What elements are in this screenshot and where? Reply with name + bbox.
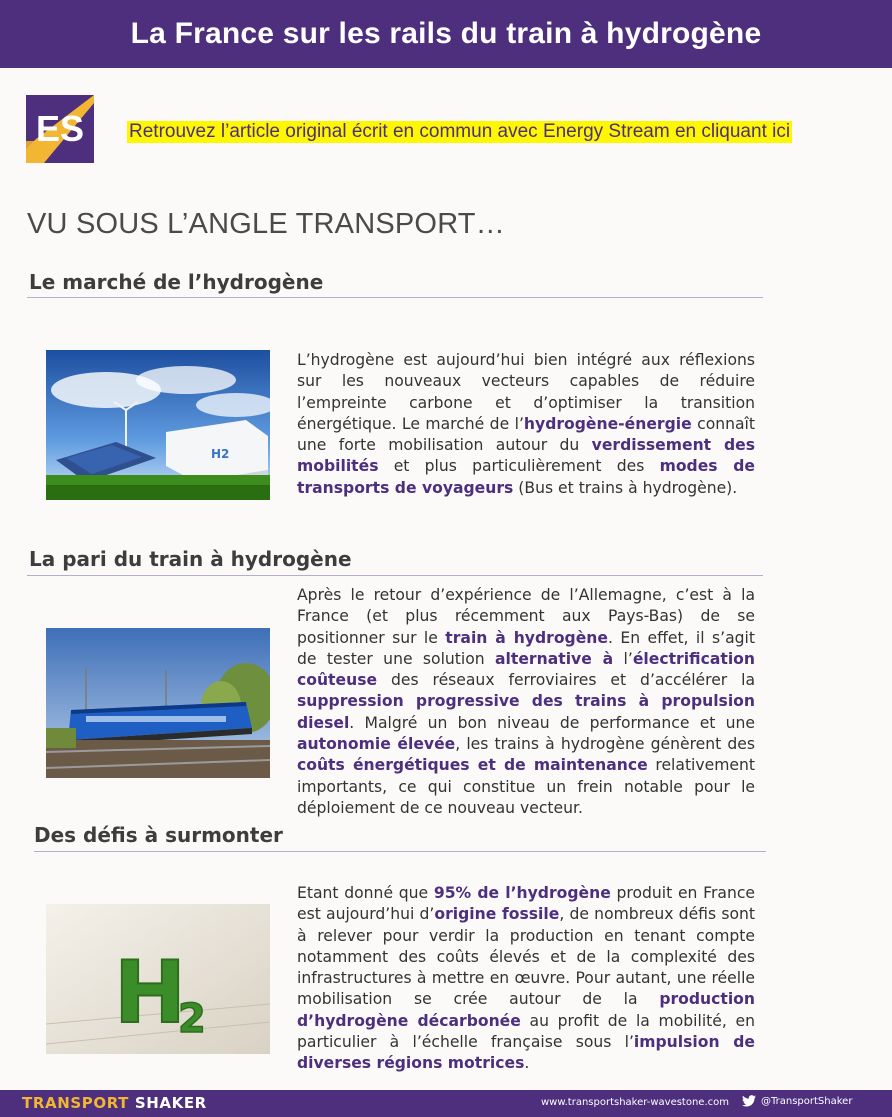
- hydrogen-train-text: [297, 585, 755, 819]
- emphasized-term: hydrogène-énergie: [523, 414, 692, 433]
- section-divider: [34, 851, 766, 852]
- emphasized-term: alternative à: [495, 649, 614, 668]
- solar-hydrogen-photo: [46, 350, 270, 500]
- footer-bar: [0, 1090, 892, 1117]
- emphasized-term: 95% de l’hydrogène: [433, 884, 611, 902]
- text-segment: Etant donné que: [297, 884, 434, 902]
- text-segment: au profit de la mobilité, en particulier à l’échelle française sous l’: [297, 1011, 755, 1052]
- section-title-challenges: Des défis à surmonter: [34, 823, 283, 847]
- emphasized-term: impulsion de diverses régions motrices: [297, 1033, 756, 1073]
- text-segment: produit en France est aujourd’hui d’: [297, 884, 755, 924]
- brand-part-transport: TRANSPORT: [22, 1094, 130, 1112]
- text-segment: Après le retour d’expérience de l’Allemagne, c’est à la France (et plus récemment aux Pays-Bas) de se positionner sur le: [297, 586, 755, 647]
- text-segment: relativement importants, ce qui constitue un frein notable pour le déploiement de ce nouveau vecteur.: [297, 756, 755, 817]
- emphasized-term: autonomie élevée: [297, 735, 456, 754]
- svg-text:H2: H2: [211, 447, 230, 461]
- section-title-hydrogen-market: Le marché de l’hydrogène: [29, 270, 324, 294]
- emphasized-term: verdissement des mobilités: [297, 436, 755, 476]
- text-segment: , de nombreux défis sont à relever pour verdir la production en tenant compte notamment des coûts élevés et de la complexité des infrastructures à mettre en œuvre. Pour autant, une réelle mobilisation se crée autour de la: [297, 905, 755, 1009]
- brand-part-shaker: SHAKER: [134, 1094, 207, 1112]
- page-title: La France sur les rails du train à hydrogène: [130, 17, 762, 50]
- text-segment: L’hydrogène est aujourd’hui bien intégré aux réflexions sur les nouveaux vecteurs capables de réduire l’empreinte carbone et d’optimiser la transition énergétique. Le marché de l’: [297, 351, 755, 433]
- text-segment: , les trains à hydrogène génèrent des: [455, 735, 755, 754]
- twitter-bird-icon: [742, 1095, 756, 1107]
- header-bar: [0, 0, 892, 68]
- hydrogen-market-text: [297, 350, 755, 499]
- svg-text:2: 2: [178, 996, 206, 1042]
- svg-text:H: H: [114, 943, 186, 1043]
- emphasized-term: coûts énergétiques et de maintenance: [297, 756, 648, 775]
- text-segment: . Malgré un bon niveau de performance et une: [349, 713, 755, 732]
- section-title-hydrogen-train: La pari du train à hydrogène: [29, 547, 352, 571]
- website-link[interactable]: www.transportshaker-wavestone.com: [541, 1097, 729, 1108]
- emphasized-term: train à hydrogène: [445, 628, 608, 647]
- text-segment: . En effet, il s’agit de tester une solution: [297, 628, 756, 668]
- original-article-link[interactable]: Retrouvez l’article original écrit en commun avec Energy Stream en cliquant ici: [129, 121, 791, 142]
- energy-stream-logo[interactable]: [26, 95, 94, 163]
- green-h2-photo: [46, 904, 270, 1054]
- emphasized-term: modes de transports de voyageurs: [297, 457, 755, 497]
- twitter-link[interactable]: [742, 1095, 852, 1107]
- section-divider: [27, 575, 763, 576]
- energy-stream-logo-icon: [26, 95, 94, 163]
- emphasized-term: production d’hydrogène décarbonée: [297, 990, 755, 1030]
- twitter-handle: @TransportShaker: [761, 1095, 853, 1107]
- transport-shaker-brand[interactable]: [22, 1094, 207, 1112]
- svg-text:ES: ES: [35, 108, 85, 149]
- emphasized-term: électrification coûteuse: [297, 649, 755, 690]
- angle-title: VU SOUS L’ANGLE TRANSPORT…: [27, 208, 505, 240]
- text-segment: l’: [613, 649, 633, 668]
- text-segment: des réseaux ferroviaires et d’accélérer la: [377, 671, 755, 690]
- section-divider: [27, 297, 763, 298]
- emphasized-term: origine fossile: [434, 905, 560, 924]
- emphasized-term: suppression progressive des trains à propulsion diesel: [297, 692, 755, 732]
- challenges-text: [297, 883, 755, 1075]
- text-segment: connaît une forte mobilisation autour du: [297, 414, 755, 455]
- text-segment: (Bus et trains à hydrogène).: [513, 478, 738, 497]
- text-segment: .: [524, 1054, 530, 1073]
- text-segment: et plus particulièrement des: [378, 457, 660, 476]
- hydrogen-train-photo: [46, 628, 270, 778]
